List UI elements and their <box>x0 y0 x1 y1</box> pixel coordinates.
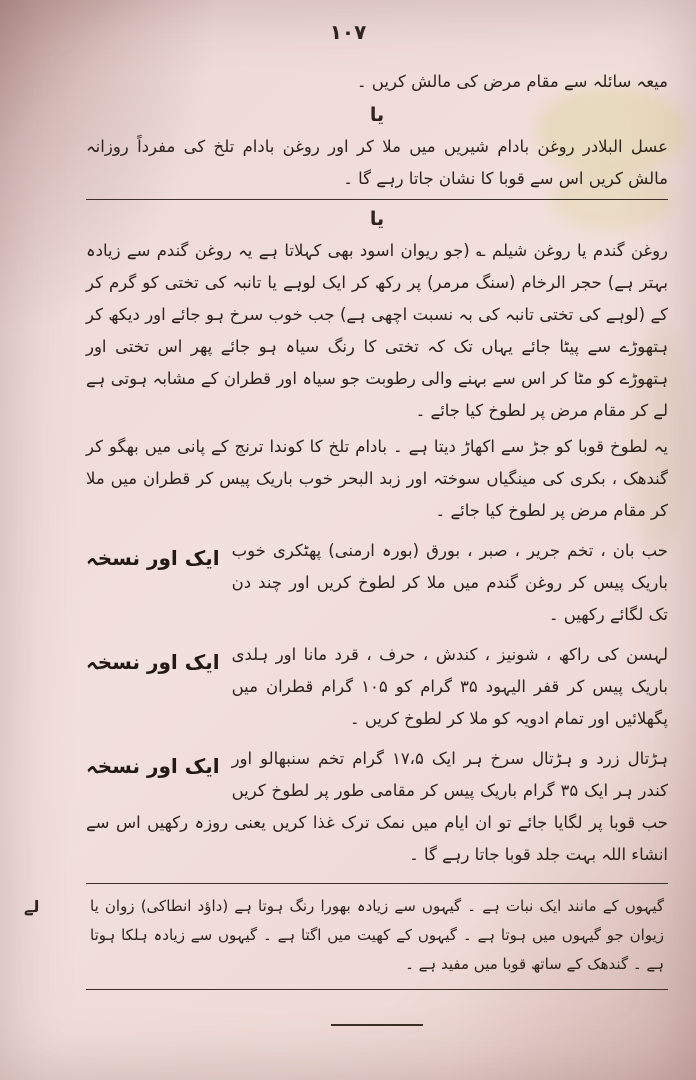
or-separator-1: یا <box>369 104 385 126</box>
prescription-block-1 <box>86 535 668 631</box>
paragraph-massage-instruction: میعہ سائلہ سے مقام مرض کی مالش کریں ۔ <box>356 72 668 91</box>
prescription-text: لہسن کی راکھ ، شونیز ، کندش ، حرف ، قرد مانا اور ہلدی باریک پیس کر قفر الیہود ۳۵ گرام کو ۱۰۵ گرام قطران میں پگھلائیں اور تمام ادویہ کو ملا کر لطوخ کریں ۔ <box>231 645 668 728</box>
prescription-text: حب بان ، تخم جریر ، صبر ، بورق (بورہ ارمنی) پھٹکری خوب باریک پیس کر روغن گندم میں ملا کر لطوخ کریں اور چند دن تک لگائے رکھیں ۔ <box>231 541 668 624</box>
page-end-rule <box>331 1024 423 1026</box>
or-separator-2: یا <box>369 208 385 230</box>
page-number: ۱۰۷ <box>329 20 367 44</box>
footnote-section <box>24 883 668 990</box>
prescription-label: ایک اور نسخہ <box>86 754 220 778</box>
section-divider-rule <box>86 199 668 200</box>
footnote-text: گیہوں کے مانند ایک نبات ہے ۔ گیہوں سے زیادہ بھورا رنگ ہوتا ہے (داؤد انطاکی) زوان یا زیوان جو گیہوں میں ہوتا ہے ۔ گیہوں کے کھیت میں اگتا ہے ۔ گیہوں سے زیادہ ہلکا ہوتا ہے ۔ گندھک کے ساتھ قوبا میں مفید ہے ۔ <box>90 897 664 973</box>
prescription-label: ایک اور نسخہ <box>86 650 220 674</box>
prescription-label: ایک اور نسخہ <box>86 546 220 570</box>
paragraph-oil-remedy: عسل البلادر روغن بادام شیریں میں ملا کر اور روغن بادام تلخ کی مفرداً روزانہ مالش کریں اس سے قوبا کا نشان جاتا رہے گا ۔ <box>86 137 668 188</box>
paragraph-latukh-remedy: یہ لطوخ قوبا کو جڑ سے اکھاڑ دیتا ہے ۔ بادام تلخ کا کوندا ترنج کے پانی میں بھگو کر گندھک ، بکری کی مینگیاں سوختہ اور زبد البحر خوب باریک پیس کر قطران میں ملا کر مقام مرض پر لطوخ کیا جائے ۔ <box>86 437 668 520</box>
prescription-block-2 <box>86 639 668 735</box>
footnote-marker: لے <box>24 897 40 916</box>
prescription-text: ہڑتال زرد و ہڑتال سرخ ہر ایک ۱۷،۵ گرام تخم سنبھالو اور کندر ہر ایک ۳۵ گرام باریک پیس کر مقامی طور پر لطوخ کریں حب قوبا پر لگایا جائے تو ان ایام میں نمک ترک غذا کریں یعنی روزہ رکھیں اس سے انشاء اللہ بہت جلد قوبا جاتا رہے گا ۔ <box>86 749 668 864</box>
page-body <box>24 66 668 1026</box>
paragraph-wheat-oil-method: روغن گندم یا روغن شیلم ؎ (جو ریوان اسود بھی کہلاتا ہے یہ روغن گندم سے زیادہ بہتر ہے) حجر الرخام (سنگ مرمر) پر رکھ کر ایک لوہے یا تانبہ کی تختی کو گرم کر کے (لوہے کی تختی تانبہ کی بہ نسبت اچھی ہے) جب خوب سرخ ہو جائے اور دیکھ کر ہتھوڑے سے پیٹا جائے یہاں تک کہ تختی کا رنگ سیاہ ہو جائے پھر اس تختی اور ہتھوڑے کو مٹا کر اس سے بہنے والی رطوبت جو سیاہ اور قطران کے مشابہ ہوتی ہے لے کر مقام مرض پر لطوخ کیا جائے ۔ <box>86 241 668 420</box>
prescription-block-3 <box>86 743 668 871</box>
